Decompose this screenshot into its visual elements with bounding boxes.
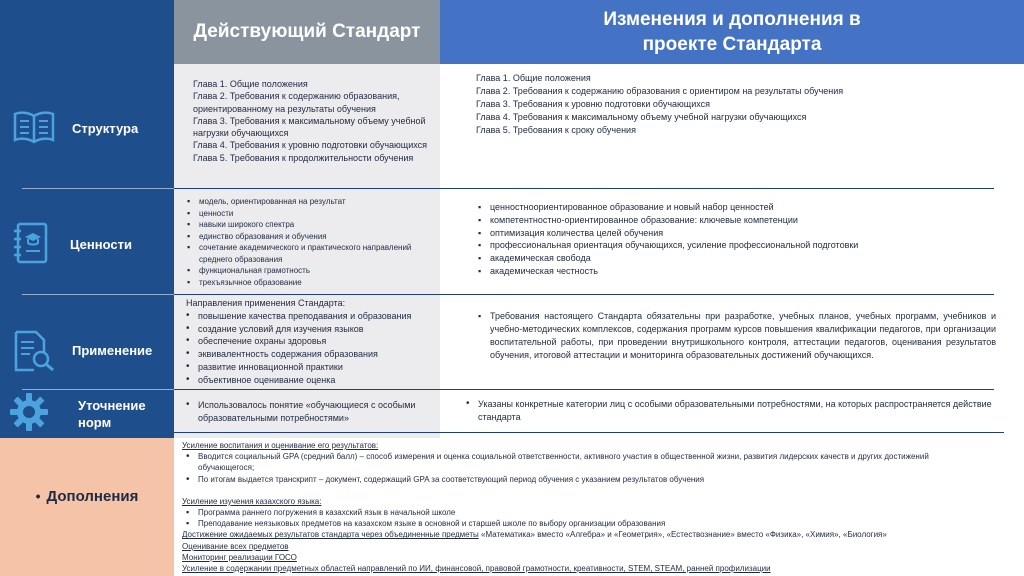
divider [22, 188, 174, 189]
changes-header: Изменения и дополнения в проекте Стандарта [440, 0, 1024, 64]
sidebar [0, 0, 174, 438]
row-divider [174, 432, 1004, 433]
divider [22, 389, 174, 390]
norms-changes: • Указаны конкретные категории лиц с особыми образовательными потребностями, на которых распространяется действие стандарта [466, 398, 998, 423]
current-standard-header: Действующий Стандарт [174, 0, 440, 64]
spacer [182, 485, 982, 496]
row-label-structure: Структура [72, 121, 139, 136]
row-label-norms: Уточнение норм [78, 398, 146, 430]
notebook-graduation-cap-icon [12, 222, 50, 264]
additions-content: Усиление воспитания и оценивание его результатов: • Вводится социальный GPA (средний балл) – способ измерения и оценка социальной ответственности, активного участия в общественной жизни, развития лидерских качеств и других достижений обучающегося; • По итогам выдается транскрипт – документ, содержащий GPA за соответствующий период обучения с указанием результатов обучения Усиление изучения казахского языка: ▪ Программа раннего погружения в казахский язык в начальной школе ▪ Преподавание неязыковых предметов на казахском языке в основной и старшей школе по выбору организации образования Достижение ожидаемых результатов стандарта через объединенные предметы «Математика» вместо «Алгебра» и «Геометрия», «Естествознание» вместо «Физика», «Химия», «Биология» Оценивание всех предметов Мониторинг реализации ГОСО Усиление в содержании предметных областей направлений по ИИ, финансовой, правовой грамотности, креативности, STEM, STEAM, ранней профилизации [182, 440, 982, 574]
structure-current: Глава 1. Общие положения Глава 2. Требования к содержанию образования, ориентированному на результаты обучения Глава 3. Требования к максимальному объему учебной нагрузки обучающихся Глава 4. Требования к уровню подготовки обучающихся Глава 5. Требования к продолжительности обучения [193, 79, 427, 163]
norms-current: • Использовалось понятие «обучающиеся с особыми образовательными потребностями» [186, 399, 440, 424]
row-divider [174, 389, 994, 390]
row-divider [174, 188, 994, 189]
additions-line3: Достижение ожидаемых результатов стандарта через объединенные предметы «Математика» вместо «Алгебра» и «Геометрия», «Естествознание» вместо «Физика», «Химия», «Биология» [182, 530, 887, 540]
bullet-icon: • [35, 488, 41, 504]
row-label-application: Применение [72, 343, 153, 358]
document-search-icon [12, 330, 56, 372]
additions-label: • Дополнения [35, 487, 139, 505]
row-label-values: Ценности [70, 237, 132, 252]
values-changes: ▪ ценностноориентированное образование и новый набор ценностей ▪ компетентностно-ориентированное образование: ключевые компетенции ▪ оптимизация количества целей обучения ▪ профессиональная ориентация обучающихся, усиление профессиональной подготовки ▪ академическая свобода ▪ академическая честность [478, 201, 988, 278]
row-divider [174, 294, 994, 295]
application-current: Направления применения Стандарта: • повышение качества преподавания и образования • создание условий для изучения языков • обеспечение охраны здоровья • эквивалентность содержания образования • развитие инновационной практики • объективное оценивание оценка [186, 297, 436, 387]
book-icon [12, 110, 56, 144]
structure-changes: Глава 1. Общие положения Глава 2. Требования к содержанию образования с ориентиром на результаты обучения Глава 3. Требования к уровню подготовки обучающихся Глава 4. Требования к максимальному объему учебной нагрузки обучающихся Глава 5. Требования к сроку обучения [476, 73, 844, 135]
gear-icon [8, 391, 50, 433]
values-current: ▪ модель, ориентированная на результат ▪ ценности ▪ навыки широкого спектра ▪ единство образования и обучения ▪ сочетание академического и практического направлений среднего образования ▪ функциональная грамотность ▪ трехъязычное образование [187, 196, 433, 288]
divider [22, 294, 174, 295]
application-changes: ▪ Требования настоящего Стандарта обязательны при разработке, учебных планов, учебных программ, учебников и учебно-методических комплексов, содержания программ курсов повышения квалификации педагогов, при организации воспитательной работы, при проведении внутришкольного контроля, аттестации педагогов, оценивания результатов обучения, итоговой аттестации и мониторинга образовательных достижений обучающихся. [478, 310, 996, 362]
